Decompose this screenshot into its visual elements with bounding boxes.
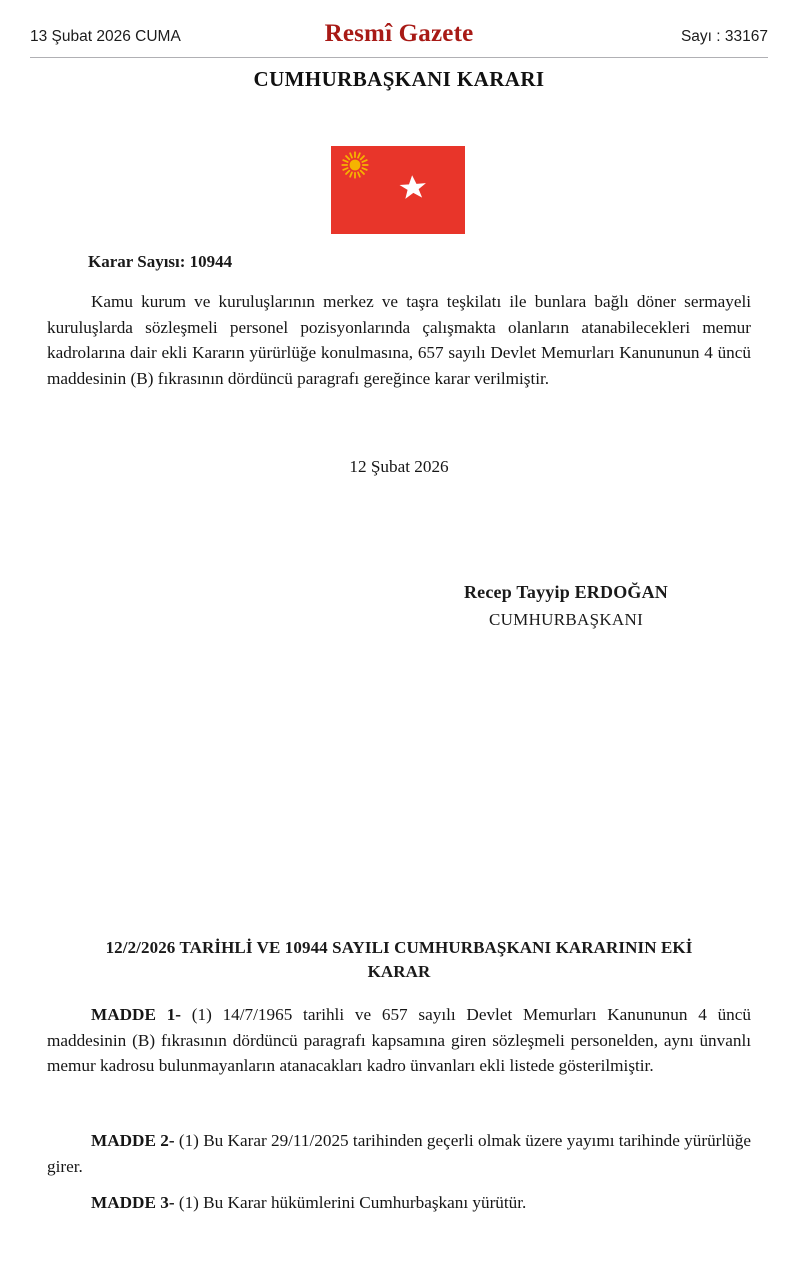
annex-heading-line-2: KARAR <box>367 962 431 981</box>
main-paragraph: Kamu kurum ve kuruluşlarının merkez ve taşra teşkilatı ile bunlara bağlı döner sermayeli kuruluşlarda sözleşmeli personel pozisyonlarında çalışmakta olanların atanabilecekleri memur kadrolarına dair ekli Kararın yürürlüğe konulmasına, 657 sayılı Devlet Memurları Kanununun 4 üncü maddesinin (B) fıkrasının dördüncü paragrafı gereğince karar verilmiştir. <box>47 292 751 388</box>
main-paragraph-block <box>47 289 751 391</box>
page-title: CUMHURBAŞKANI KARARI <box>253 67 545 91</box>
article-3 <box>47 1190 751 1216</box>
turkish-presidential-flag-icon <box>331 146 465 234</box>
masthead-date: 13 Şubat 2026 CUMA <box>30 28 181 45</box>
annex-heading-line-1: 12/2/2026 TARİHLİ VE 10944 SAYILI CUMHURBAŞKANI KARARININ EKİ <box>105 938 693 957</box>
article-2-label: MADDE 2- <box>91 1131 175 1150</box>
article-3-text: (1) Bu Karar hükümlerini Cumhurbaşkanı yürütür. <box>174 1193 527 1212</box>
masthead-issue-number: Sayı : 33167 <box>680 28 768 45</box>
article-2-text: (1) Bu Karar 29/11/2025 tarihinden geçerli olmak üzere yayımı tarihinde yürürlüğe girer. <box>47 1131 751 1176</box>
signatory-title: CUMHURBAŞKANI <box>488 610 644 629</box>
article-2 <box>47 1128 751 1179</box>
masthead-title: Resmî Gazete <box>324 20 474 47</box>
article-1-text: (1) 14/7/1965 tarihli ve 657 sayılı Devlet Memurları Kanununun 4 üncü maddesinin (B) fıkrasının dördüncü paragrafı kapsamına giren sözleşmeli personelden, aynı ünvanlı memur kadrosu bulunmayanların atanacakları kadro ünvanları ekli listede gösterilmiştir. <box>47 1005 751 1076</box>
article-1 <box>47 1002 751 1079</box>
decision-date: 12 Şubat 2026 <box>349 457 449 476</box>
masthead-divider <box>30 57 768 58</box>
annex-heading <box>79 936 719 984</box>
masthead <box>30 20 768 54</box>
signatory-name: Recep Tayyip ERDOĞAN <box>463 582 669 602</box>
signature-block <box>416 582 716 630</box>
article-1-label: MADDE 1- <box>91 1005 182 1024</box>
article-3-label: MADDE 3- <box>91 1193 175 1212</box>
decision-number: Karar Sayısı: 10944 <box>88 252 233 271</box>
